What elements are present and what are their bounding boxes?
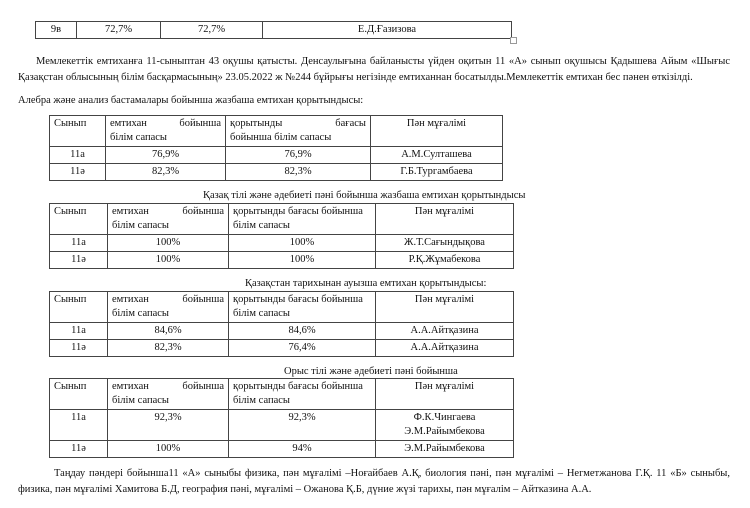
teacher-cell: А.А.Айтқазина (376, 340, 514, 357)
teacher-cell: А.М.Султашева (371, 147, 503, 164)
header-teacher: Пән мұғалімі (371, 116, 503, 147)
kazakh-title: Қазақ тілі және әдебиеті пәні бойынша жазбаша емтихан қорытындысы (203, 190, 526, 201)
teacher-cell: Ж.Т.Сағындықова (376, 235, 514, 252)
exam-quality-cell: 82,3% (108, 340, 229, 357)
header-final-quality (229, 379, 376, 410)
header-final-quality (229, 292, 376, 323)
header-final-quality (226, 116, 371, 147)
exam-quality-cell: 92,3% (108, 410, 229, 441)
header-text: қорытынды бағасы бойынша (233, 206, 363, 217)
header-teacher: Пән мұғалімі (376, 379, 514, 410)
header-row (50, 116, 503, 147)
final-quality-cell: 82,3% (226, 164, 371, 181)
exam-quality-cell: 100% (108, 441, 229, 458)
header-exam-quality (106, 116, 226, 147)
teacher-cell (376, 410, 514, 441)
final-quality-cell: 84,6% (229, 323, 376, 340)
final-quality-cell: 76,9% (226, 147, 371, 164)
class-cell: 11ә (50, 340, 108, 357)
table-row (50, 164, 503, 181)
teacher-cell: Е.Д.Ғазизова (263, 22, 512, 39)
exam-quality-cell: 84,6% (108, 323, 229, 340)
header-text: білім сапасы (112, 220, 169, 231)
final-quality-cell: 100% (229, 235, 376, 252)
russian-table (49, 378, 514, 458)
class-cell: 11ә (50, 252, 108, 269)
table-row (36, 22, 512, 39)
table-row (50, 441, 514, 458)
final-quality-cell: 100% (229, 252, 376, 269)
russian-title: Орыс тілі және әдебиеті пәні бойынша (284, 366, 458, 377)
header-class: Сынып (50, 204, 108, 235)
header-text: білім сапасы (233, 220, 290, 231)
table-resize-handle[interactable] (510, 37, 517, 44)
header-text: емтихан бойынша (112, 381, 224, 392)
exam-quality-cell: 100% (108, 235, 229, 252)
exam-quality-cell: 100% (108, 252, 229, 269)
history-table (49, 291, 514, 357)
table-row (50, 235, 514, 252)
table-row (50, 340, 514, 357)
table-row (50, 252, 514, 269)
teacher-cell: Г.Б.Тургамбаева (371, 164, 503, 181)
final-quality-cell: 72,7% (161, 22, 263, 39)
teacher-cell: Э.М.Райымбекова (376, 441, 514, 458)
top-table (35, 21, 512, 39)
header-text: қорытынды бағасы (230, 118, 366, 129)
header-text: емтихан бойынша (110, 118, 221, 129)
header-text: емтихан бойынша (112, 206, 224, 217)
algebra-table (49, 115, 503, 181)
header-text: білім сапасы (110, 132, 167, 143)
algebra-title: Алебра және анализ бастамалары бойынша жазбаша емтихан қорытындысы: (18, 95, 364, 106)
exam-quality-cell: 82,3% (106, 164, 226, 181)
class-cell: 11а (50, 147, 106, 164)
closing-paragraph: Таңдау пәндері бойынша11 «А» сыныбы физика, пән мұғалімі –Ноғайбаев А.Қ, биология пәні, пән мұғалімі – Негметжанова Г.Қ. 11 «Б» сыныбы, физика, пән мұғалімі Хамитова Б.Д, география пәні, мұғалімі – Ожанова Қ.Б, дүние жүзі тарихы, пән мұғалім – Айтказина А.А. (18, 468, 730, 495)
kazakh-table (49, 203, 514, 269)
table-row (50, 323, 514, 340)
header-teacher: Пән мұғалімі (376, 292, 514, 323)
table-row (50, 410, 514, 441)
header-teacher: Пән мұғалімі (376, 204, 514, 235)
header-final-quality (229, 204, 376, 235)
header-class: Сынып (50, 379, 108, 410)
class-cell: 11ә (50, 441, 108, 458)
header-text: білім сапасы (112, 395, 169, 406)
exam-quality-cell: 76,9% (106, 147, 226, 164)
header-text: бойынша білім сапасы (230, 132, 332, 143)
header-class: Сынып (50, 116, 106, 147)
header-exam-quality (108, 292, 229, 323)
exam-quality-cell: 72,7% (77, 22, 161, 39)
class-cell: 11а (50, 323, 108, 340)
header-class: Сынып (50, 292, 108, 323)
header-row (50, 292, 514, 323)
class-cell: 11а (50, 410, 108, 441)
class-cell: 9в (36, 22, 77, 39)
teacher-cell: А.А.Айтқазина (376, 323, 514, 340)
teacher-name: Э.М.Райымбекова (404, 426, 485, 437)
header-text: білім сапасы (233, 308, 290, 319)
header-exam-quality (108, 204, 229, 235)
class-cell: 11а (50, 235, 108, 252)
header-text: қорытынды бағасы бойынша (233, 294, 363, 305)
header-text: емтихан бойынша (112, 294, 224, 305)
teacher-cell: Р.Қ.Жұмабекова (376, 252, 514, 269)
table-row (50, 147, 503, 164)
intro-paragraph: Мемлекеттік емтиханға 11-сыныптан 43 оқушы қатысты. Денсаулығына байланысты үйден оқитын 11 «А» сынып оқушысы Қадышева Айым «Шығыс Қазақстан облысының білім басқармасының» 23.05.2022 ж №244 бұйрығы негізінде емтиханнан босатылды.Мемлекеттік емтихан бес пәнен өткізілді. (18, 56, 730, 83)
header-row (50, 204, 514, 235)
final-quality-cell: 76,4% (229, 340, 376, 357)
header-exam-quality (108, 379, 229, 410)
final-quality-cell: 92,3% (229, 410, 376, 441)
teacher-name: Ф.К.Чингаева (413, 412, 476, 423)
header-text: білім сапасы (233, 395, 290, 406)
final-quality-cell: 94% (229, 441, 376, 458)
history-title: Қазақстан тарихынан ауызша емтихан қорытындысы: (245, 278, 487, 289)
header-row (50, 379, 514, 410)
header-text: білім сапасы (112, 308, 169, 319)
class-cell: 11ә (50, 164, 106, 181)
header-text: қорытынды бағасы бойынша (233, 381, 363, 392)
